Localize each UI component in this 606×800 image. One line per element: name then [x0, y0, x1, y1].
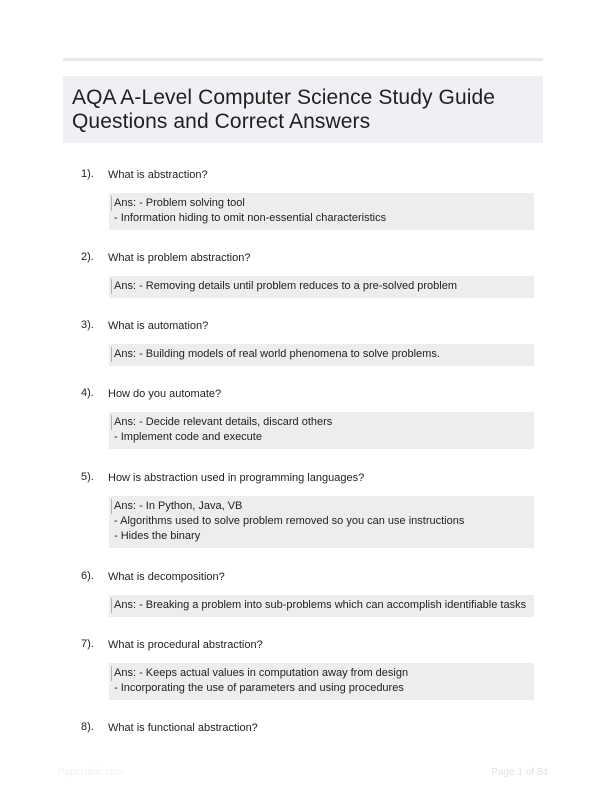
answer-line: - Information hiding to omit non-essential characteristics	[114, 212, 387, 224]
answer-line: - Incorporating the use of parameters and using procedures	[114, 682, 404, 694]
document-title-box	[63, 76, 543, 143]
question-text: What is procedural abstraction?	[108, 639, 263, 651]
answer-box	[109, 663, 534, 700]
page-title-line-1: AQA A-Level Computer Science Study Guide	[72, 86, 496, 109]
answer-line: Ans: - Decide relevant details, discard others	[111, 415, 530, 430]
question-text: What is abstraction?	[108, 169, 208, 181]
question-text: How is abstraction used in programming languages?	[108, 472, 365, 484]
top-divider	[63, 58, 543, 61]
answer-box	[109, 595, 534, 617]
answer-box	[109, 344, 534, 366]
answer-box	[109, 276, 534, 298]
question-number: 5).	[81, 471, 94, 483]
question-number: 8).	[81, 721, 94, 733]
answer-line: Ans: - Keeps actual values in computation away from design	[111, 666, 530, 681]
answer-line: Ans: - Problem solving tool	[111, 196, 530, 211]
question-number: 4).	[81, 387, 94, 399]
answer-line: - Algorithms used to solve problem removed so you can use instructions	[114, 515, 465, 527]
question-text: How do you automate?	[108, 388, 222, 400]
question-number: 3).	[81, 319, 94, 331]
page-number: Page 1 of 84	[491, 767, 548, 778]
question-number: 6).	[81, 570, 94, 582]
question-text: What is decomposition?	[108, 571, 225, 583]
question-text: What is functional abstraction?	[108, 722, 258, 734]
answer-line: - Implement code and execute	[114, 431, 262, 443]
answer-line: Ans: - In Python, Java, VB	[111, 499, 530, 514]
answer-line: Ans: - Breaking a problem into sub-problems which can accomplish identifiable tasks	[111, 598, 530, 613]
question-number: 2).	[81, 251, 94, 263]
question-number: 1).	[81, 168, 94, 180]
answer-box	[109, 496, 534, 548]
answer-line: Ans: - Removing details until problem reduces to a pre-solved problem	[111, 279, 530, 294]
answer-line: Ans: - Building models of real world phenomena to solve problems.	[111, 347, 530, 362]
question-number: 7).	[81, 638, 94, 650]
answer-line: - Hides the binary	[114, 530, 201, 542]
footer-watermark: Papertibic.com	[58, 767, 125, 778]
answer-box	[109, 412, 534, 449]
page-title-line-2: Questions and Correct Answers	[72, 110, 371, 133]
question-text: What is problem abstraction?	[108, 252, 251, 264]
question-text: What is automation?	[108, 320, 209, 332]
answer-box	[109, 193, 534, 230]
